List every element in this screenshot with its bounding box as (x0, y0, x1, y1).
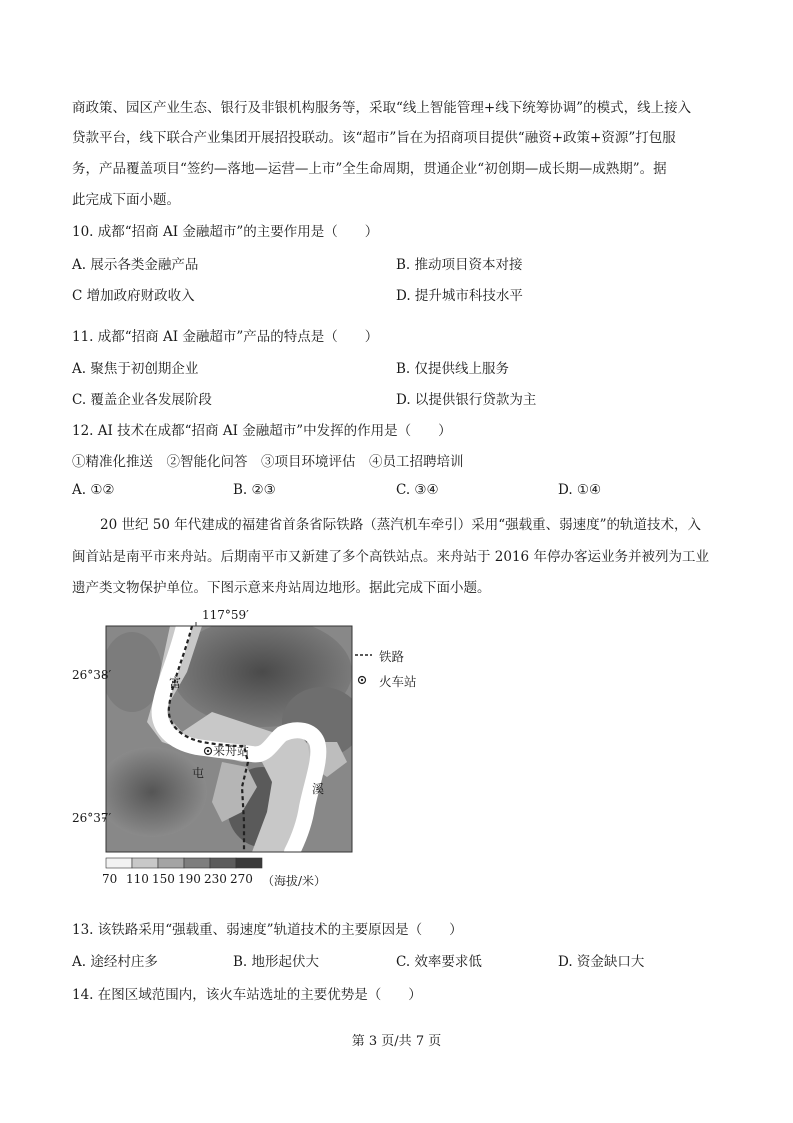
rail-line-2: 闽首站是南平市来舟站。后期南平市又新建了多个高铁站点。来舟站于 2016 年停办客运业务并被列为工业 (72, 549, 709, 565)
elevation-tick-270: 270 (230, 872, 253, 886)
q11-option-c[interactable]: C. 覆盖企业各发展阶段 (72, 392, 212, 408)
q12-sub-items: ①精准化推送 ②智能化问答 ③项目环境评估 ④员工招聘培训 (72, 454, 464, 470)
longitude-label: 117°59′ (202, 608, 249, 622)
intro-line-3: 务，产品覆盖项目“签约—落地—运营—上市”全生命周期，贯通企业“初创期—成长期—成熟期”。据 (72, 161, 667, 177)
q12-option-b[interactable]: B. ②③ (233, 482, 276, 498)
rail-line-1: 20 世纪 50 年代建成的福建省首条省际铁路（蒸汽机车牵引）采用“强载重、弱速度”的轨道技术，入 (100, 517, 702, 533)
elevation-unit: （海拔/米） (262, 874, 327, 888)
question-12-stem: 12. AI 技术在成都“招商 AI 金融超市”中发挥的作用是（ ） (72, 423, 452, 439)
q13-option-c[interactable]: C. 效率要求低 (396, 954, 482, 970)
question-11-stem: 11. 成都“招商 AI 金融超市”产品的特点是（ ） (72, 329, 379, 345)
q10-option-a[interactable]: A. 展示各类金融产品 (72, 257, 199, 273)
question-14-stem: 14. 在图区域范围内，该火车站选址的主要优势是（ ） (72, 987, 422, 1003)
q13-option-b[interactable]: B. 地形起伏大 (233, 954, 320, 970)
latitude-bottom-label: 26°37′ (72, 811, 112, 825)
q11-option-a[interactable]: A. 聚焦于初创期企业 (72, 361, 199, 377)
river-char-1: 富 (169, 676, 182, 690)
intro-line-1: 商政策、园区产业生态、银行及非银机构服务等，采取“线上智能管理+线下统筹协调”的模式，线上接入 (72, 100, 692, 116)
intro-line-2: 贷款平台，线下联合产业集团开展招投联动。该“超市”旨在为招商项目提供“融资+政策+资源”打包服 (72, 130, 676, 146)
elevation-legend-bar (106, 858, 262, 868)
river-char-2: 屯 (192, 766, 205, 780)
river-char-3: 溪 (312, 782, 325, 796)
q12-option-d[interactable]: D. ①④ (558, 482, 602, 498)
q10-option-c[interactable]: C 增加政府财政收入 (72, 288, 195, 304)
q11-option-d[interactable]: D. 以提供银行贷款为主 (396, 392, 537, 408)
q12-option-c[interactable]: C. ③④ (396, 482, 439, 498)
station-label: 来舟站 (213, 744, 250, 758)
page-footer: 第 3 页/共 7 页 (351, 1034, 442, 1049)
elevation-tick-190: 190 (178, 872, 201, 886)
q11-option-b[interactable]: B. 仅提供线上服务 (396, 361, 510, 377)
legend-railway-label: 铁路 (379, 649, 405, 664)
elevation-tick-230: 230 (204, 872, 227, 886)
q13-option-a[interactable]: A. 途经村庄多 (72, 954, 158, 970)
intro-line-4: 此完成下面小题。 (72, 192, 180, 208)
question-13-stem: 13. 该铁路采用“强载重、弱速度”轨道技术的主要原因是（ ） (72, 922, 463, 938)
q12-option-a[interactable]: A. ①② (72, 482, 115, 498)
q10-option-b[interactable]: B. 推动项目资本对接 (396, 257, 523, 273)
q10-option-d[interactable]: D. 提升城市科技水平 (396, 288, 523, 304)
legend-station-label: 火车站 (379, 674, 417, 689)
terrain-map-figure (72, 608, 452, 892)
question-10-stem: 10. 成都“招商 AI 金融超市”的主要作用是（ ） (72, 224, 379, 240)
latitude-top-label: 26°38′ (72, 668, 112, 682)
rail-line-3: 遗产类文物保护单位。下图示意来舟站周边地形。据此完成下面小题。 (72, 580, 491, 596)
q13-option-d[interactable]: D. 资金缺口大 (558, 954, 645, 970)
elevation-tick-150: 150 (152, 872, 175, 886)
elevation-tick-110: 110 (126, 872, 149, 886)
elevation-tick-70: 70 (102, 872, 118, 886)
